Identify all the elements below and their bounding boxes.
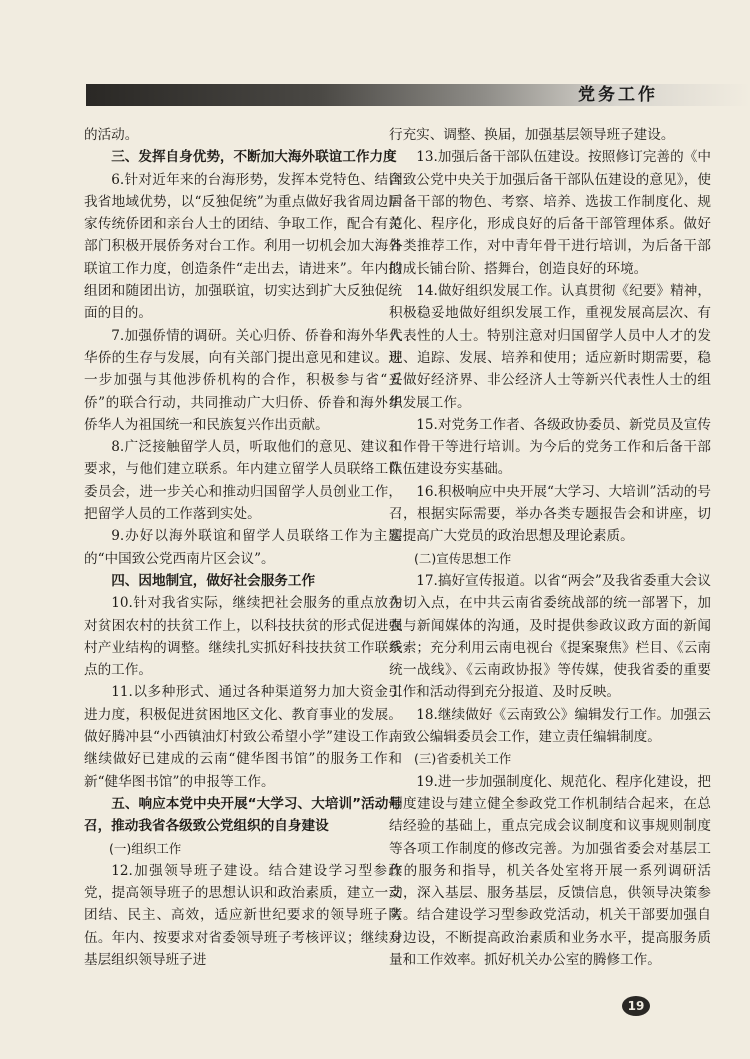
paragraph: 19.进一步加强制度化、规范化、程序化建设，把制度建设与建立健全参政党工作机制结合起来，在总结经验的基础上，重点完成会议制度和议事规则制度等各项工作制度的修改完善。为加强省委会对基层工作的服务和指导，机关各处室将开展一系列调研活动，深入基层、服务基层，反馈信息，供领导决策参考。结合建设学习型参政党活动，机关干部要加强自身边设，不断提高政治素质和业务水平，提高服务质量和工作效率。抓好机关办公室的腾修工作。 — [389, 773, 711, 968]
paragraph: 18.继续做好《云南致公》编辑发行工作。加强云南致公编辑委员会工作，建立责任编辑制度。 — [389, 706, 711, 746]
paragraph: 15.对党务工作者、各级政协委员、新党员及宣传工作骨干等进行培训。为今后的党务工作和后备干部队伍建设夯实基础。 — [389, 416, 711, 478]
right-column — [389, 124, 711, 971]
section-title: 党务工作 — [578, 85, 658, 105]
section-heading: 四、因地制宜，做好社会服务工作 — [111, 572, 316, 589]
section-heading: 三、发挥自身优势，不断加大海外联谊工作力度 — [111, 149, 397, 166]
paragraph: 16.积极响应中央开展“大学习、大培训”活动的号召，根据实际需要，举办各类专题报告会和讲座，切实提高广大党员的政治思想及理论素质。 — [389, 483, 711, 545]
subsection-heading: (一)组织工作 — [109, 840, 182, 856]
left-column — [84, 124, 402, 971]
page-number: 19 — [622, 996, 650, 1016]
paragraph: 11.以多种形式、通过各种渠道努力加大资金引进力度，积极促进贫困地区文化、教育事业的发展。做好腾冲县“小西镇油灯村致公希望小学”建设工作。继续做好已建成的云南“健华图书馆”的服务工作和新“健华图书馆”的申报等工作。 — [84, 684, 402, 790]
paragraph: 10.针对我省实际，继续把社会服务的重点放在对贫困农村的扶贫工作上，以科技扶贫的形式促进农村产业结构的调整。继续扎实抓好科技扶贫工作联系点的工作。 — [84, 595, 402, 679]
paragraph: 的活动。 — [84, 127, 139, 143]
paragraph: 6.针对近年来的台海形势，发挥本党特色、结合我省地域优势，以“反独促统”为重点做好我省周边国家传统侨团和亲台人士的团结、争取工作，配合有关部门积极开展侨务对台工作。利用一切机会加大海外联谊工作力度，创造条件“走出去，请进来”。年内拟组团和随团出访，加强联谊，切实达到扩大反独促统面的目的。 — [84, 171, 402, 322]
paragraph: 9.办好以海外联谊和留学人员联络工作为主题的“中国致公党西南片区会议”。 — [84, 528, 402, 567]
paragraph: 8.广泛接触留学人员，听取他们的意见、建议和要求，与他们建立联系。年内建立留学人员联络工作委员会，进一步关心和推动归国留学人员创业工作，把留学人员的工作落到实处。 — [84, 439, 402, 523]
section-heading: 五、响应本党中央开展“大学习、大培训”活动号召，推动我省各级致公党组织的自身建设 — [84, 795, 402, 835]
paragraph: 17.搞好宣传报道。以省“两会”及我省委重大会议为切入点，在中共云南省委统战部的统一部署下，加强与新闻媒体的沟通，及时提供参政议政方面的新闻线索；充分利用云南电视台《提案聚焦》栏目、《云南统一战线》、《云南政协报》等传媒，使我省委的重要工作和活动得到充分报道、及时反映。 — [389, 572, 711, 701]
subsection-heading: (二)宣传思想工作 — [414, 550, 512, 566]
paragraph: 14.做好组织发展工作。认真贯彻《纪要》精神，积极稳妥地做好组织发展工作，重视发展高层次、有代表性的人士。特别注意对归国留学人员中人才的发现、追踪、发展、培养和使用；适应新时期需要，稳妥做好经济界、非公经济人士等新兴代表性人士的组织发展工作。 — [389, 283, 711, 411]
paragraph: 7.加强侨情的调研。关心归侨、侨眷和海外华人华侨的生存与发展，向有关部门提出意见和建议。进一步加强与其他涉侨机构的合作，积极参与省“五侨”的联合行动，共同推动广大归侨、侨眷和海外华侨华人为祖国统一和民族复兴作出贡献。 — [84, 327, 402, 433]
paragraph: 12.加强领导班子建设。结合建设学习型参政党，提高领导班子的思想认识和政治素质，建立一支团结、民主、高效，适应新世纪要求的领导班子队伍。年内、按要求对省委领导班子考核评议；继续对基层组织领导班子进 — [84, 862, 402, 968]
paragraph: 行充实、调整、换届，加强基层领导班子建设。 — [389, 127, 675, 143]
paragraph: 13.加强后备干部队伍建设。按照修订完善的《中国致公党中央关于加强后备干部队伍建设的意见》，使后备干部的物色、考察、培养、选拔工作制度化、规范化、程序化，形成良好的后备干部管理体系。做好各类推荐工作，对中青年骨干进行培训，为后备干部的成长铺台阶、搭舞台，创造良好的环境。 — [389, 149, 711, 277]
subsection-heading: (三)省委机关工作 — [414, 751, 512, 767]
